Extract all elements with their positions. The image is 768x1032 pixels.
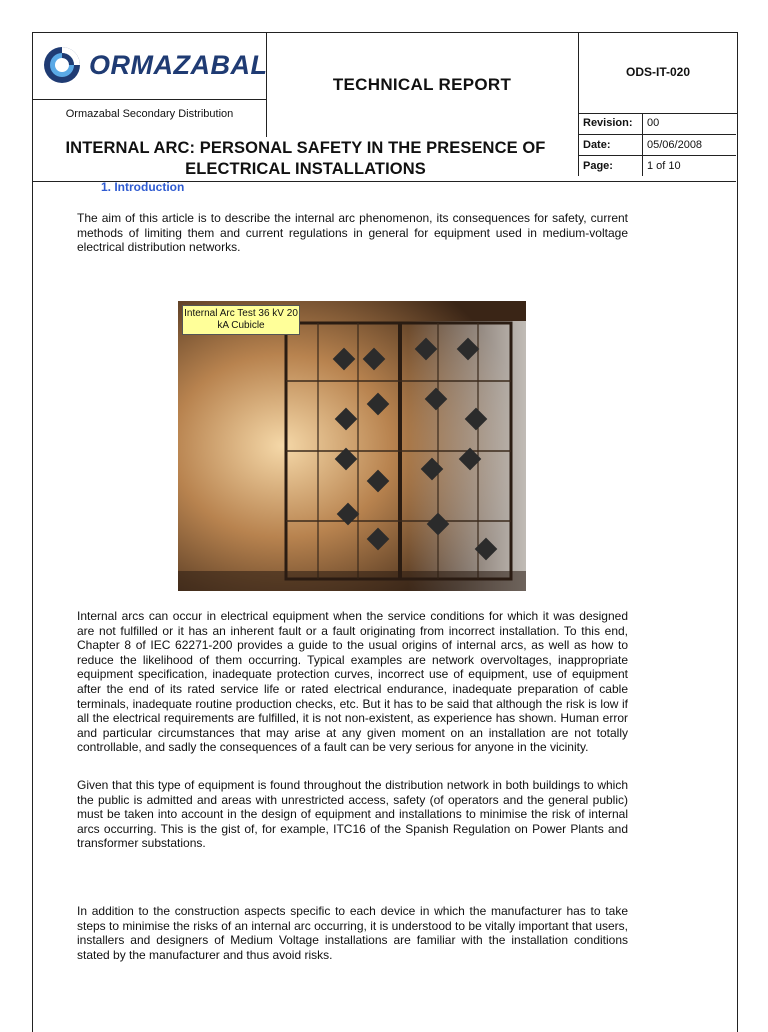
section-heading: 1. Introduction [101,180,185,194]
paragraph-causes: Internal arcs can occur in electrical equipment when the service conditions for which it was designed are not fulfilled or it has an inherent fault or a fault originating from incorrect installation. To this end, Chapter 8 of IEC 62271-200 provides a guide to the usual origins of internal arcs, as well as how to reduce the likelihood of them occurring. Typical examples are network overvoltages, inappropriate equipment specification, inadequate protection curves, incorrect use of equipment, use of equipment after the end of its rated service life or rated electrical endurance, inadequate preparation of cable terminals, inadequate routine production checks, etc. But it has to be said that although the risk is low if all the electrical requirements are fulfilled, it is not non-existent, as experience has shown. Human error and particular circumstances that may arise at any given moment on an installation are not totally controllable, and sadly the consequences of a fault can be very serious for anyone in the vicinity. [77,609,628,755]
document-title [33,137,578,182]
title-line-2: ELECTRICAL INSTALLATIONS [185,160,426,178]
document-meta-table [578,113,736,176]
title-line-1: INTERNAL ARC: PERSONAL SAFETY IN THE PRESENCE OF [65,139,546,157]
meta-value: 1 of 10 [643,155,737,176]
paragraph-public-safety: Given that this type of equipment is found throughout the distribution network in both buildings to which the public is admitted and areas with unrestricted access, safety (of operators and the general public) must be taken into account in the design of equipment and installations to minimise the risk of internal arcs occurring. This is the gist of, for example, ITC16 of the Spanish Regulation on Power Plants and transformer substations. [77,778,628,851]
document-header [33,33,736,182]
paragraph-installation: In addition to the construction aspects specific to each device in which the manufacturer has to take steps to minimise the risks of an internal arc occurring, it is understood to be vitally important that users, installers and designers of Medium Voltage installations are familiar with the installation conditions stated by the manufacturer and thus avoid risks. [77,904,628,962]
figure-caption: Internal Arc Test 36 kV 20 kA Cubicle [182,305,300,335]
meta-row-revision [579,113,737,134]
document-code: ODS-IT-020 [578,33,737,114]
meta-value: 05/06/2008 [643,134,737,155]
internal-arc-test-photo [178,301,526,591]
company-logo [41,45,267,85]
logo-wordmark: ORMAZABAL [89,49,268,80]
document-body [77,180,628,962]
arc-test-image [178,301,526,591]
meta-row-page [579,155,737,176]
meta-row-date [579,134,737,155]
ormazabal-logo-icon [41,45,83,85]
meta-key: Revision: [579,113,643,134]
meta-key: Page: [579,155,643,176]
meta-key: Date: [579,134,643,155]
meta-value: 00 [643,113,737,134]
company-subtitle: Ormazabal Secondary Distribution [33,99,266,138]
logo-cell [33,33,267,137]
report-type: TECHNICAL REPORT [332,75,512,94]
paragraph-intro: The aim of this article is to describe the internal arc phenomenon, its consequences for safety, current methods of limiting them and current regulations in general for equipment used in medium-voltage electrical distribution networks. [77,211,628,255]
